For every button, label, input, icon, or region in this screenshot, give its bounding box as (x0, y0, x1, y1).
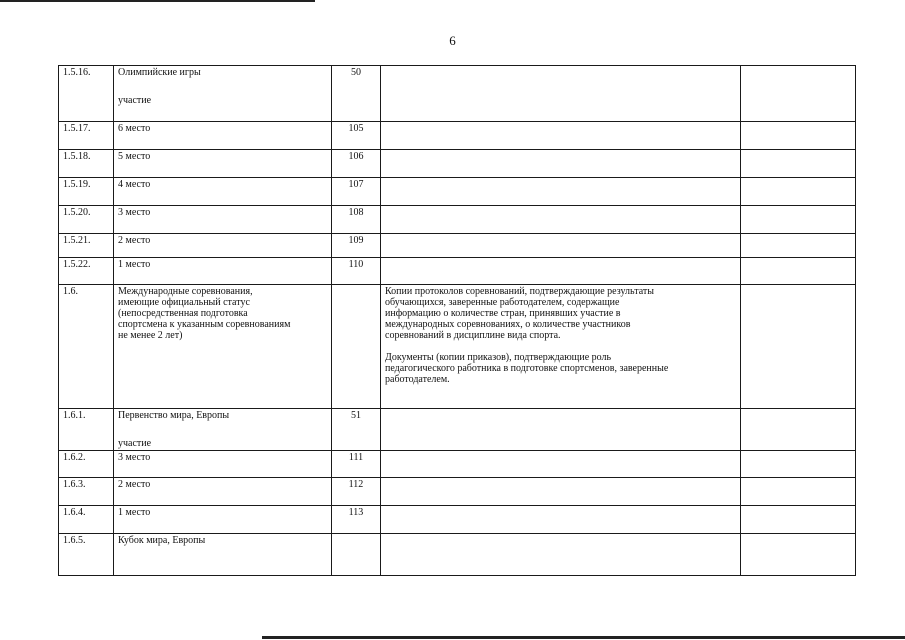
empty-cell (741, 478, 856, 506)
criterion-title: Первенство мира, Европы (118, 410, 230, 421)
criterion-title: 5 место (118, 151, 151, 162)
row-number: 1.5.17. (59, 122, 114, 150)
table-row (59, 506, 856, 534)
row-number: 1.6.4. (59, 506, 114, 534)
confirming-documents (381, 534, 741, 576)
table-row (59, 258, 856, 285)
row-number: 1.6. (59, 285, 114, 409)
empty-cell (741, 66, 856, 122)
criterion-name (114, 451, 332, 478)
row-number: 1.5.16. (59, 66, 114, 122)
empty-cell (741, 409, 856, 451)
criterion-title: 1 место (118, 507, 151, 518)
empty-cell (741, 234, 856, 258)
table-row (59, 534, 856, 576)
confirming-documents (381, 451, 741, 478)
criterion-name (114, 122, 332, 150)
empty-cell (741, 178, 856, 206)
empty-cell (741, 285, 856, 409)
criterion-title: 3 место (118, 207, 151, 218)
criterion-title: 2 место (118, 235, 151, 246)
points-value: 50 (332, 66, 381, 122)
criterion-name (114, 206, 332, 234)
row-number: 1.5.19. (59, 178, 114, 206)
criterion-name (114, 150, 332, 178)
confirming-documents (381, 258, 741, 285)
table-row (59, 234, 856, 258)
table-row (59, 285, 856, 409)
confirming-documents (381, 409, 741, 451)
criterion-subtitle: участие (118, 95, 152, 106)
empty-cell (741, 122, 856, 150)
criterion-name (114, 285, 332, 409)
row-number: 1.6.5. (59, 534, 114, 576)
criterion-title: 6 место (118, 123, 151, 134)
criterion-name (114, 409, 332, 451)
row-number: 1.6.1. (59, 409, 114, 451)
row-number: 1.6.2. (59, 451, 114, 478)
confirming-documents (381, 150, 741, 178)
points-value: 111 (332, 451, 381, 478)
empty-cell (741, 150, 856, 178)
empty-cell (741, 206, 856, 234)
table-row (59, 206, 856, 234)
confirming-documents (381, 285, 741, 409)
criterion-name (114, 258, 332, 285)
table-row (59, 150, 856, 178)
criterion-title: 1 место (118, 259, 151, 270)
points-value: 112 (332, 478, 381, 506)
row-number: 1.5.22. (59, 258, 114, 285)
criterion-title: 3 место (118, 452, 151, 463)
empty-cell (741, 451, 856, 478)
documents-paragraph: Документы (копии приказов), подтверждающие роль педагогического работника в подготовке спортсменов, заверенные работодателем. (385, 352, 669, 385)
criterion-title: 4 место (118, 179, 151, 190)
points-value: 113 (332, 506, 381, 534)
points-value: 105 (332, 122, 381, 150)
empty-cell (741, 506, 856, 534)
points-value: 51 (332, 409, 381, 451)
points-value (332, 534, 381, 576)
row-number: 1.6.3. (59, 478, 114, 506)
criterion-name (114, 478, 332, 506)
documents-paragraph: Копии протоколов соревнований, подтверждающие результаты обучающихся, заверенные работодателем, содержащие информацию о количестве стран, принявших участие в международных соревнованиях, о количестве участников соревнований в дисциплине вида спорта. (385, 286, 654, 341)
points-value: 106 (332, 150, 381, 178)
points-value: 110 (332, 258, 381, 285)
row-number: 1.5.21. (59, 234, 114, 258)
page-number: 6 (449, 33, 456, 48)
table-row (59, 122, 856, 150)
criterion-name (114, 234, 332, 258)
criterion-title: 2 место (118, 479, 151, 490)
confirming-documents (381, 178, 741, 206)
criterion-title: Международные соревнования, имеющие официальный статус (непосредственная подготовка спортсмена к указанным соревнованиям не менее 2 лет) (118, 286, 291, 341)
confirming-documents (381, 122, 741, 150)
confirming-documents (381, 506, 741, 534)
row-number: 1.5.18. (59, 150, 114, 178)
points-value: 109 (332, 234, 381, 258)
confirming-documents (381, 206, 741, 234)
points-value: 108 (332, 206, 381, 234)
points-value (332, 285, 381, 409)
criterion-subtitle: участие (118, 438, 152, 449)
row-number: 1.5.20. (59, 206, 114, 234)
confirming-documents (381, 234, 741, 258)
criterion-name (114, 534, 332, 576)
criterion-name (114, 66, 332, 122)
criterion-name (114, 178, 332, 206)
criterion-name (114, 506, 332, 534)
confirming-documents (381, 478, 741, 506)
points-value: 107 (332, 178, 381, 206)
table-row (59, 478, 856, 506)
table-row (59, 409, 856, 451)
scan-edge-bottom (262, 636, 905, 639)
empty-cell (741, 534, 856, 576)
empty-cell (741, 258, 856, 285)
table-row (59, 451, 856, 478)
confirming-documents (381, 66, 741, 122)
table-row (59, 178, 856, 206)
criterion-title: Кубок мира, Европы (118, 535, 206, 546)
criterion-title: Олимпийские игры (118, 67, 201, 78)
table-row (59, 66, 856, 122)
scan-edge-top (0, 0, 315, 2)
criteria-table (58, 65, 856, 576)
